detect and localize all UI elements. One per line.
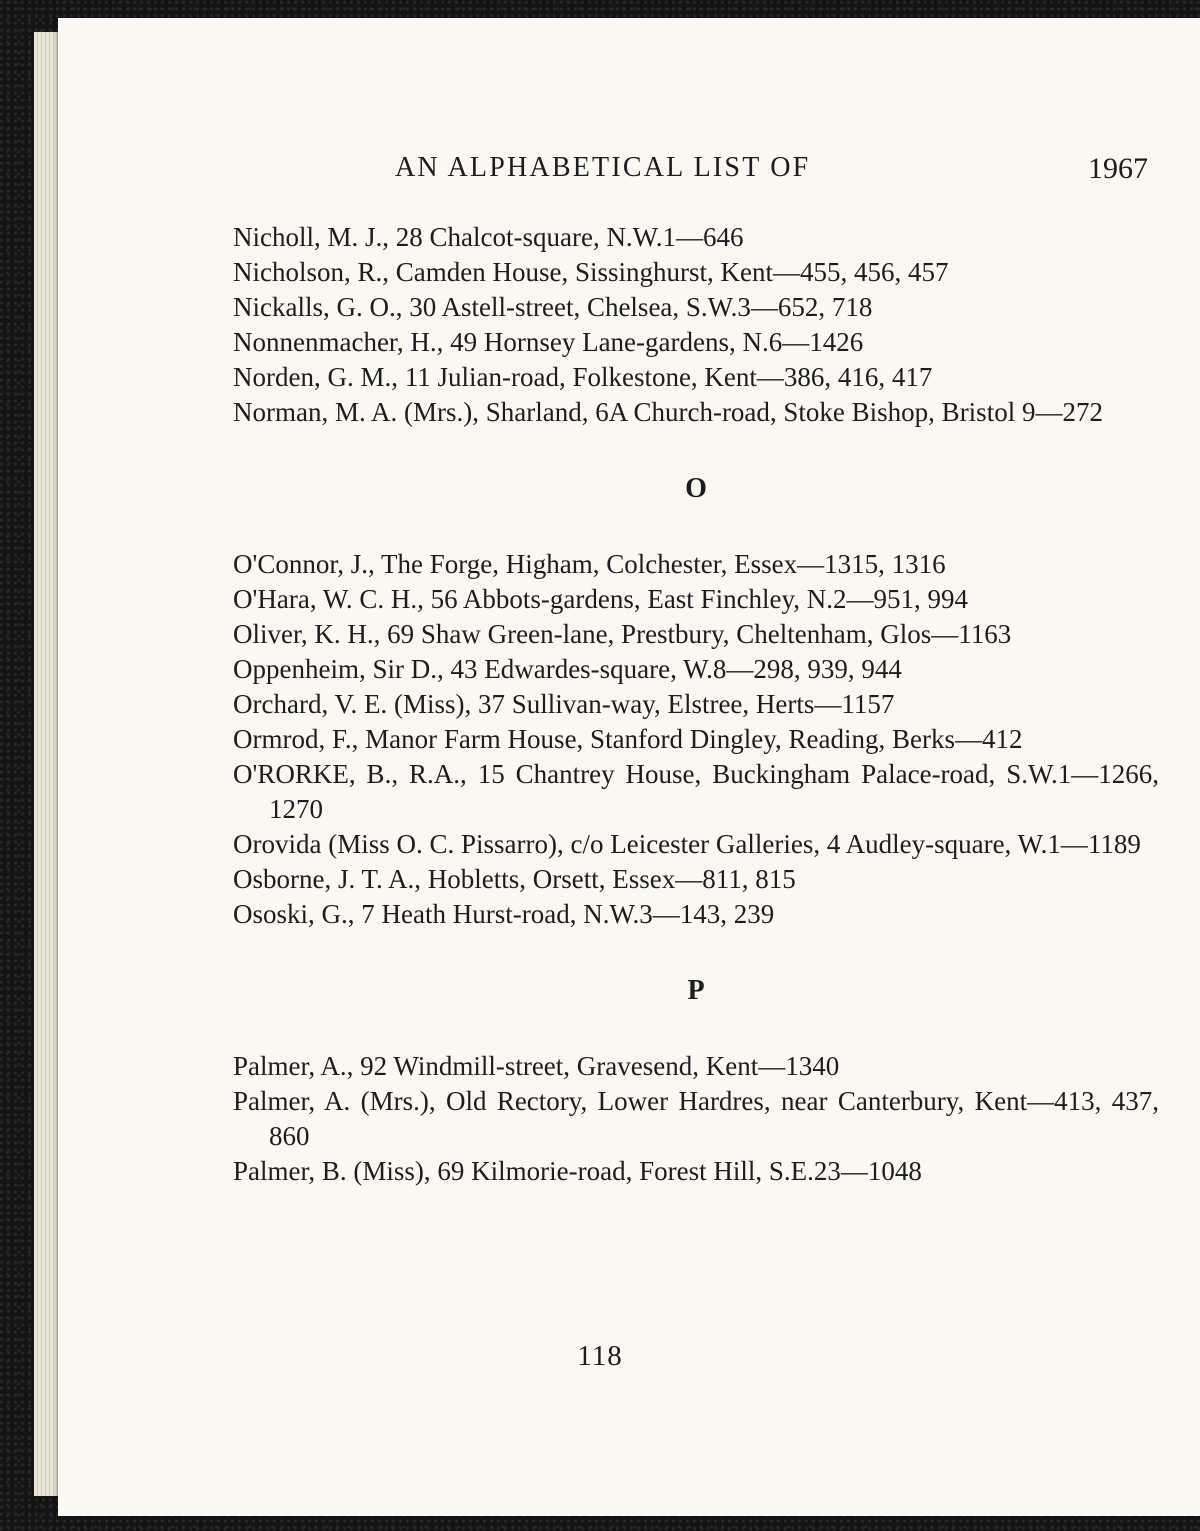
list-entry: Ormrod, F., Manor Farm House, Stanford Dingley, Reading, Berks—412: [233, 724, 1023, 754]
list-entry: Nicholson, R., Camden House, Sissinghurst, Kent—455, 456, 457: [233, 257, 949, 287]
list-entry: O'RORKE, B., R.A., 15 Chantrey House, Buckingham Palace-road, S.W.1—1266, 1270: [233, 759, 1159, 824]
list-entry: Palmer, A. (Mrs.), Old Rectory, Lower Hardres, near Canterbury, Kent—413, 437, 860: [233, 1086, 1159, 1151]
running-head-year: 1967: [1088, 152, 1148, 185]
list-entry: Oliver, K. H., 69 Shaw Green-lane, Prestbury, Cheltenham, Glos—1163: [233, 619, 1012, 649]
list-entry: Oppenheim, Sir D., 43 Edwardes-square, W.8—298, 939, 944: [233, 654, 902, 684]
list-entry: O'Connor, J., The Forge, Higham, Colchester, Essex—1315, 1316: [233, 549, 946, 579]
list-entry: Nickalls, G. O., 30 Astell-street, Chelsea, S.W.3—652, 718: [233, 292, 873, 322]
page-number: 118: [577, 1340, 623, 1372]
list-entry: Nicholl, M. J., 28 Chalcot-square, N.W.1—646: [233, 222, 744, 252]
list-entry: Palmer, B. (Miss), 69 Kilmorie-road, Forest Hill, S.E.23—1048: [233, 1156, 922, 1186]
list-entry: Palmer, A., 92 Windmill-street, Gravesend, Kent—1340: [233, 1051, 840, 1081]
list-entry: Nonnenmacher, H., 49 Hornsey Lane-gardens, N.6—1426: [233, 327, 864, 357]
entry-list: [233, 220, 1159, 1189]
list-entry: Norman, M. A. (Mrs.), Sharland, 6A Church-road, Stoke Bishop, Bristol 9—272: [233, 397, 1103, 427]
list-entry: Norden, G. M., 11 Julian-road, Folkestone, Kent—386, 416, 417: [233, 362, 933, 392]
list-entry: Ososki, G., 7 Heath Hurst-road, N.W.3—143, 239: [233, 899, 775, 929]
list-entry: Orchard, V. E. (Miss), 37 Sullivan-way, Elstree, Herts—1157: [233, 689, 895, 719]
section-heading-o: O: [685, 473, 707, 504]
section-heading-p: P: [687, 975, 705, 1006]
list-entry: Osborne, J. T. A., Hobletts, Orsett, Essex—811, 815: [233, 864, 796, 894]
list-entry: O'Hara, W. C. H., 56 Abbots-gardens, East Finchley, N.2—951, 994: [233, 584, 969, 614]
running-head-title: AN ALPHABETICAL LIST OF: [395, 152, 811, 183]
list-entry: Orovida (Miss O. C. Pissarro), c/o Leicester Galleries, 4 Audley-square, W.1—1189: [233, 829, 1141, 859]
